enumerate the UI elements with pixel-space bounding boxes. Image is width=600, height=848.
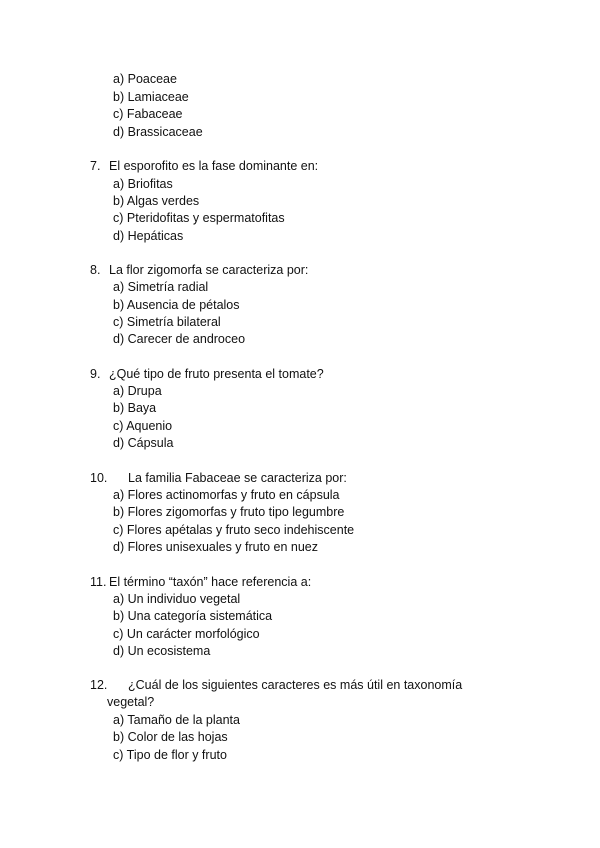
option-letter: c) (113, 748, 124, 762)
list-item (113, 176, 173, 193)
question-number: 10. (90, 471, 108, 485)
option-text: Una categoría sistemática (127, 609, 273, 623)
option-text: Flores apétalas y fruto seco indehiscente (126, 523, 355, 537)
option-text: Brassicaceae (127, 125, 203, 139)
list-item (113, 297, 240, 314)
list-item (113, 418, 172, 435)
option-text: Un individuo vegetal (127, 592, 241, 606)
list-item (113, 383, 162, 400)
option-letter: b) (113, 730, 125, 744)
option-letter: a) (113, 592, 125, 606)
option-letter: a) (113, 488, 125, 502)
option-text: Flores zigomorfas y fruto tipo legumbre (127, 505, 345, 519)
option-letter: d) (113, 332, 125, 346)
list-item (113, 124, 203, 141)
option-text: Carecer de androceo (127, 332, 246, 346)
question-10 (90, 470, 347, 487)
option-letter: a) (113, 280, 125, 294)
question-9 (90, 366, 324, 383)
option-letter: b) (113, 90, 125, 104)
question-number: 8. (90, 263, 101, 277)
list-item (113, 400, 156, 417)
question-text: El esporofito es la fase dominante en: (109, 159, 319, 173)
question-number: 9. (90, 367, 101, 381)
option-letter: b) (113, 194, 125, 208)
option-text: Aquenio (126, 419, 173, 433)
option-text: Poaceae (127, 72, 177, 86)
option-text: Pteridofitas y espermatofitas (126, 211, 285, 225)
question-text: El término “taxón” hace referencia a: (109, 575, 312, 589)
option-letter: c) (113, 315, 124, 329)
option-text: Drupa (127, 384, 162, 398)
option-text: Simetría bilateral (126, 315, 221, 329)
option-letter: c) (113, 107, 124, 121)
list-item (113, 193, 199, 210)
option-text: Un ecosistema (127, 644, 211, 658)
option-letter: b) (113, 609, 125, 623)
list-item (113, 228, 183, 245)
option-text: Ausencia de pétalos (126, 298, 240, 312)
question-text: ¿Cuál de los siguientes caracteres es más útil en taxonomía (128, 678, 463, 692)
list-item (113, 314, 221, 331)
list-item (113, 591, 240, 608)
list-item (113, 106, 183, 123)
option-letter: d) (113, 644, 125, 658)
question-number: 12. (90, 678, 108, 692)
option-text: Hepáticas (127, 229, 184, 243)
question-number: 11. (90, 575, 107, 589)
option-letter: a) (113, 384, 125, 398)
option-text: Un carácter morfológico (126, 627, 260, 641)
list-item (113, 435, 173, 452)
option-letter: d) (113, 125, 125, 139)
question-text-continuation: vegetal? (107, 695, 155, 709)
list-item (113, 643, 210, 660)
list-item (113, 331, 245, 348)
question-12 (90, 677, 462, 694)
option-text: Cápsula (127, 436, 174, 450)
list-item (113, 279, 208, 296)
question-11 (90, 574, 311, 591)
question-text: La familia Fabaceae se caracteriza por: (128, 471, 347, 485)
option-letter: d) (113, 436, 125, 450)
list-item (113, 210, 285, 227)
option-text: Baya (127, 401, 157, 415)
option-letter: a) (113, 713, 125, 727)
list-item (113, 504, 344, 521)
option-text: Lamiaceae (127, 90, 189, 104)
list-item (113, 539, 318, 556)
question-text: ¿Qué tipo de fruto presenta el tomate? (109, 367, 324, 381)
option-letter: b) (113, 298, 125, 312)
option-text: Simetría radial (127, 280, 209, 294)
list-item (113, 747, 227, 764)
option-text: Color de las hojas (127, 730, 228, 744)
option-letter: a) (113, 72, 125, 86)
option-letter: d) (113, 229, 125, 243)
list-item (113, 626, 260, 643)
option-text: Tamaño de la planta (127, 713, 240, 727)
option-text: Tipo de flor y fruto (126, 748, 227, 762)
list-item (113, 71, 177, 88)
option-text: Fabaceae (126, 107, 183, 121)
list-item (113, 89, 189, 106)
question-number: 7. (90, 159, 101, 173)
option-letter: d) (113, 540, 125, 554)
list-item (113, 729, 228, 746)
option-text: Briofitas (127, 177, 173, 191)
option-text: Flores unisexuales y fruto en nuez (127, 540, 318, 554)
option-letter: b) (113, 505, 125, 519)
list-item (113, 487, 340, 504)
option-text: Flores actinomorfas y fruto en cápsula (127, 488, 340, 502)
list-item (113, 712, 240, 729)
option-letter: c) (113, 419, 124, 433)
option-letter: a) (113, 177, 125, 191)
option-letter: c) (113, 627, 124, 641)
list-item (113, 608, 272, 625)
question-7 (90, 158, 318, 175)
option-letter: b) (113, 401, 125, 415)
option-text: Algas verdes (126, 194, 200, 208)
question-text: La flor zigomorfa se caracteriza por: (109, 263, 309, 277)
question-8 (90, 262, 308, 279)
list-item (113, 522, 354, 539)
option-letter: c) (113, 523, 124, 537)
option-letter: c) (113, 211, 124, 225)
